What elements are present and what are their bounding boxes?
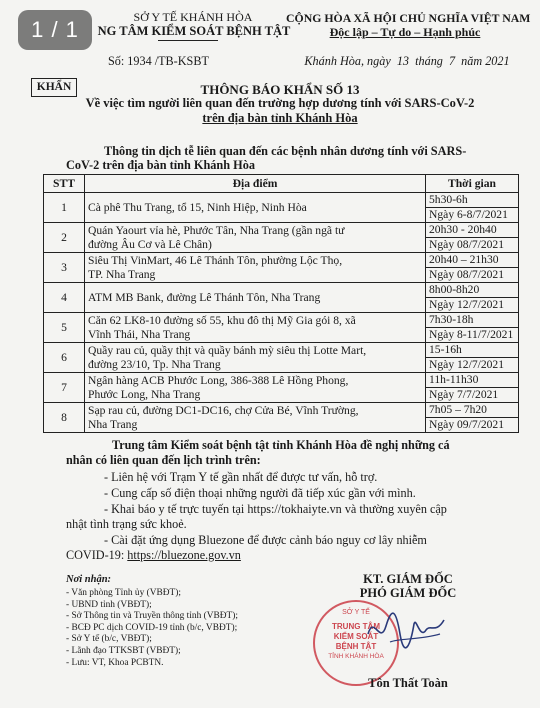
table-row <box>44 313 519 343</box>
request-item: - Cung cấp số điện thoại những người đã tiếp xúc gần với mình. <box>104 486 416 500</box>
request-item: - Liên hệ với Trạm Y tế gần nhất để được tư vấn, hỗ trợ. <box>104 470 378 484</box>
time-date: Ngày 12/7/2021 <box>429 358 505 371</box>
row-stt: 5 <box>44 313 85 343</box>
row-place <box>85 343 426 373</box>
table-header-row <box>44 175 519 193</box>
time-hours: 15-16h <box>426 343 518 358</box>
row-time <box>426 223 519 253</box>
bluezone-link[interactable]: https://bluezone.gov.vn <box>127 548 241 562</box>
signer-name: Tôn Thất Toàn <box>368 676 448 690</box>
signature-position: PHÓ GIÁM ĐỐC <box>359 586 457 600</box>
place-line: Phước Long, Nha Trang <box>88 387 201 401</box>
row-stt: 1 <box>44 193 85 223</box>
time-hours: 8h00-8h20 <box>426 283 518 298</box>
notice-title: THÔNG BÁO KHẨN SỐ 13 <box>200 82 360 97</box>
row-time <box>426 253 519 283</box>
place-line: TP. Nha Trang <box>88 267 156 281</box>
place-line: đường 23/10, Tp. Nha Trang <box>88 357 221 371</box>
recipients-heading: Nơi nhận: <box>66 574 112 585</box>
row-time <box>426 343 519 373</box>
stamp-line: TỈNH KHÁNH HÒA <box>328 653 384 660</box>
row-time <box>426 193 519 223</box>
place-line: Quán Yaourt vỉa hè, Phước Tân, Nha Trang (gần ngã tư <box>88 223 345 237</box>
header-place: Địa điểm <box>85 175 426 193</box>
time-date: Ngày 08/7/2021 <box>429 268 505 281</box>
time-hours: 5h30-6h <box>426 193 518 208</box>
exposure-table <box>43 174 519 433</box>
recipient-item: - BCĐ PC dịch COVID-19 tỉnh (b/c, VBĐT); <box>66 622 238 633</box>
place-line: Cà phê Thu Trang, tổ 15, Ninh Hiệp, Ninh Hòa <box>88 200 307 214</box>
stamp-line: SỞ Y TẾ <box>342 609 370 616</box>
time-date: Ngày 8-11/7/2021 <box>429 328 514 341</box>
header-time: Thời gian <box>426 175 519 193</box>
row-place <box>85 193 426 223</box>
row-place <box>85 223 426 253</box>
document-number: Số: 1934 /TB-KSBT <box>108 54 209 68</box>
row-place <box>85 313 426 343</box>
motto-text: Độc lập – Tự do – Hạnh phúc <box>329 25 481 39</box>
time-date: Ngày 08/7/2021 <box>429 238 505 251</box>
time-date: Ngày 12/7/2021 <box>429 298 505 311</box>
row-time <box>426 313 519 343</box>
place-line: Nha Trang <box>88 417 138 431</box>
stamp-line: BỆNH TẬT <box>335 642 377 651</box>
place-line: Ngân hàng ACB Phước Long, 386-388 Lê Hồng Phong, <box>88 373 349 387</box>
recipient-item: - Lãnh đạo TTKSBT (VBĐT); <box>66 645 181 656</box>
header-stt: STT <box>44 175 85 193</box>
request-item: nhật tình trạng sức khoẻ. <box>66 517 187 531</box>
table-row <box>44 373 519 403</box>
notice-subject-line2 <box>60 111 500 126</box>
place-line: ATM MB Bank, đường Lê Thánh Tôn, Nha Trang <box>88 290 321 304</box>
time-hours: 7h30-18h <box>426 313 518 328</box>
notice-subject-line2-text: trên địa bàn tỉnh Khánh Hòa <box>202 111 358 125</box>
ministry-name: SỞ Y TẾ KHÁNH HÒA <box>133 10 253 24</box>
header-rule-left <box>158 40 218 41</box>
row-stt: 7 <box>44 373 85 403</box>
time-hours: 20h30 - 20h40 <box>426 223 518 238</box>
place-line: Căn 62 LK8-10 đường số 55, khu đô thị Mỹ Gia gói 8, xã <box>88 313 356 327</box>
row-stt: 3 <box>44 253 85 283</box>
time-hours: 20h40 – 21h30 <box>426 253 518 268</box>
time-hours: 7h05 – 7h20 <box>426 403 518 418</box>
place-line: Quầy rau củ, quầy thịt và quầy bánh mỳ siêu thị Lotte Mart, <box>88 343 367 357</box>
table-row <box>44 283 519 313</box>
request-item: - Cài đặt ứng dụng Bluezone để được cảnh báo nguy cơ lây nhiễm <box>104 533 427 547</box>
table-row <box>44 343 519 373</box>
place-line: Vĩnh Thái, Nha Trang <box>88 327 191 341</box>
place-line: Siêu Thị VinMart, 46 Lê Thánh Tôn, phường Lộc Thọ, <box>88 253 343 267</box>
table-intro-line2: CoV-2 trên địa bàn tỉnh Khánh Hòa <box>66 158 256 172</box>
row-place <box>85 403 426 433</box>
stamp-line: TRUNG TÂM <box>332 622 380 631</box>
row-stt: 6 <box>44 343 85 373</box>
row-place <box>85 253 426 283</box>
request-line1: Trung tâm Kiểm soát bệnh tật tỉnh Khánh Hòa đề nghị những cá <box>112 438 450 452</box>
row-time <box>426 403 519 433</box>
page-indicator: 1 / 1 <box>18 10 92 50</box>
recipient-item: - Sở Thông tin và Truyền thông tỉnh (VBĐT); <box>66 611 238 622</box>
table-row <box>44 193 519 223</box>
request-item: - Khai báo y tế trực tuyến tại https://tokhaiyte.vn và thường xuyên cập <box>104 502 447 516</box>
time-hours: 11h-11h30 <box>426 373 518 388</box>
time-date: Ngày 7/7/2021 <box>429 388 499 401</box>
request-line2: nhân có liên quan đến lịch trình trên: <box>66 453 261 467</box>
recipients-list <box>66 588 238 669</box>
signature-title: KT. GIÁM ĐỐC <box>363 572 453 586</box>
table-row <box>44 403 519 433</box>
notice-subject-line1: Về việc tìm người liên quan đến trường hợp dương tính với SARS-CoV-2 <box>85 96 475 110</box>
issue-date: Khánh Hòa, ngày 13 tháng 7 năm 2021 <box>304 54 510 68</box>
row-time <box>426 283 519 313</box>
row-time <box>426 373 519 403</box>
row-stt: 2 <box>44 223 85 253</box>
handwritten-signature <box>360 604 450 654</box>
recipient-item: - Văn phòng Tỉnh ủy (VBĐT); <box>66 588 182 598</box>
request-item-last <box>66 548 241 563</box>
table-row <box>44 253 519 283</box>
center-name: NG TÂM KIỂM SOÁT BỆNH TẬT <box>97 24 291 38</box>
time-date: Ngày 6-8/7/2021 <box>429 208 508 221</box>
request-item-covid: COVID-19: <box>66 548 128 562</box>
recipient-item: - Sở Y tế (b/c, VBĐT); <box>66 634 152 645</box>
row-place <box>85 373 426 403</box>
nation-motto <box>286 25 524 40</box>
stamp-line: KIỂM SOÁT <box>333 632 379 641</box>
recipient-item: - UBND tỉnh (VBĐT); <box>66 599 152 610</box>
row-stt: 8 <box>44 403 85 433</box>
place-line: đường Âu Cơ và Lê Chân) <box>88 237 212 251</box>
time-date: Ngày 09/7/2021 <box>429 418 505 431</box>
urgency-label: KHẨN <box>31 78 77 97</box>
row-place <box>85 283 426 313</box>
place-line: Sạp rau củ, đường DC1-DC16, chợ Cửa Bé, Vĩnh Trường, <box>88 403 359 417</box>
nation-name: CỘNG HÒA XÃ HỘI CHỦ NGHĨA VIỆT NAM <box>286 11 531 25</box>
table-row <box>44 223 519 253</box>
row-stt: 4 <box>44 283 85 313</box>
recipient-item: - Lưu: VT, Khoa PCBTN. <box>66 657 164 668</box>
table-intro-line1: Thông tin dịch tễ liên quan đến các bệnh nhân dương tính với SARS- <box>104 144 467 158</box>
